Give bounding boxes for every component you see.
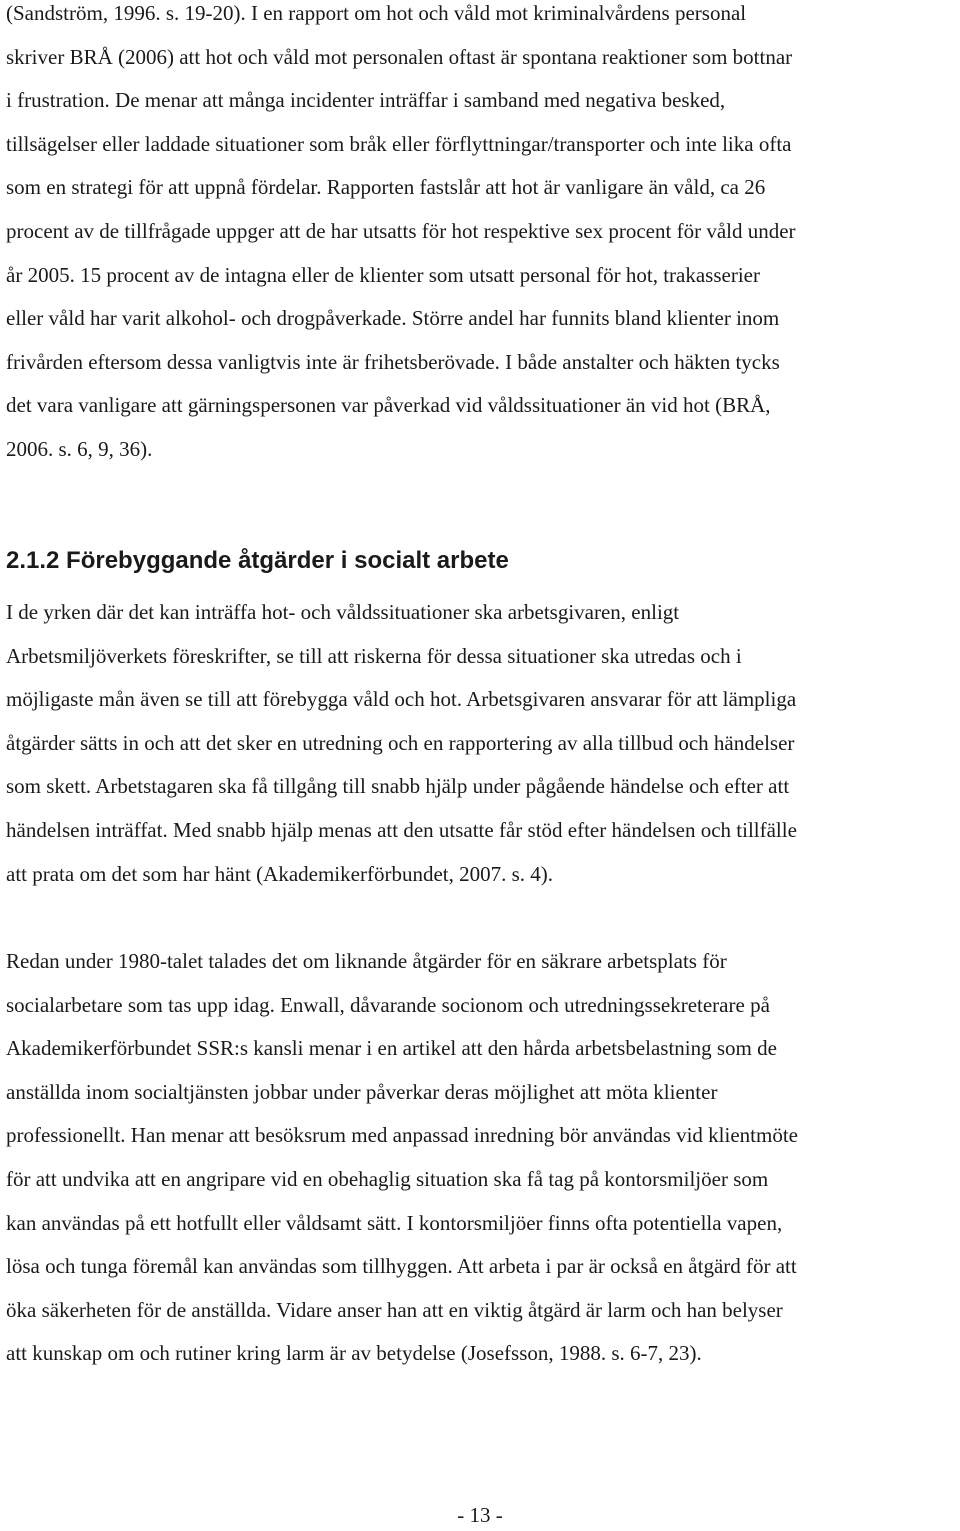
page-number: - 13 -	[457, 1503, 503, 1527]
body-paragraph-2: I de yrken där det kan inträffa hot- och våldssituationer ska arbetsgivaren, enligt Arbetsmiljöverkets föreskrifter, se till att riskerna för dessa situationer ska utredas och i möjligaste mån även se till att förebygga våld och hot. Arbetsgivaren ansvarar för att lämpliga åtgärder sätts in och att det sker en utredning och en rapportering av alla tillbud och händelser som skett. Arbetstagaren ska få tillgång till snabb hjälp under pågående händelse och efter att händelsen inträffat. Med snabb hjälp menas att den utsatte får stöd efter händelsen och tillfälle att prata om det som har hänt (Akademikerförbundet, 2007. s. 4).	[6, 600, 797, 886]
section-heading: 2.1.2 Förebyggande åtgärder i socialt arbete	[6, 547, 509, 574]
body-paragraph-3: Redan under 1980-talet talades det om liknande åtgärder för en säkrare arbetsplats för socialarbetare som tas upp idag. Enwall, dåvarande socionom och utredningssekreterare på Akademikerförbundet SSR:s kansli menar i en artikel att den hårda arbetsbelastning som de anställda inom socialtjänsten jobbar under påverkar deras möjlighet att möta klienter professionellt. Han menar att besöksrum med anpassad inredning bör användas vid klientmöte för att undvika att en angripare vid en obehaglig situation ska få tag på kontorsmiljöer som kan användas på ett hotfullt eller våldsamt sätt. I kontorsmiljöer finns ofta potentiella vapen, lösa och tunga föremål kan användas som tillhyggen. Att arbeta i par är också en åtgärd för att öka säkerheten för de anställda. Vidare anser han att en viktig åtgärd är larm och han belyser att kunskap om och rutiner kring larm är av betydelse (Josefsson, 1988. s. 6-7, 23).	[6, 949, 798, 1366]
body-paragraph-1: (Sandström, 1996. s. 19-20). I en rapport om hot och våld mot kriminalvårdens personal skriver BRÅ (2006) att hot och våld mot personalen oftast är spontana reaktioner som bottnar i frustration. De menar att många incidenter inträffar i samband med negativa besked, tillsägelser eller laddade situationer som bråk eller förflyttningar/transporter och inte lika ofta som en strategi för att uppnå fördelar. Rapporten fastslår att hot är vanligare än våld, ca 26 procent av de tillfrågade uppger att de har utsatts för hot respektive sex procent för våld under år 2005. 15 procent av de intagna eller de klienter som utsatt personal för hot, trakasserier eller våld har varit alkohol- och drogpåverkade. Större andel har funnits bland klienter inom frivården eftersom dessa vanligtvis inte är frihetsberövade. I både anstalter och häkten tycks det vara vanligare att gärningspersonen var påverkad vid våldssituationer än vid hot (BRÅ, 2006. s. 6, 9, 36).	[6, 1, 796, 461]
